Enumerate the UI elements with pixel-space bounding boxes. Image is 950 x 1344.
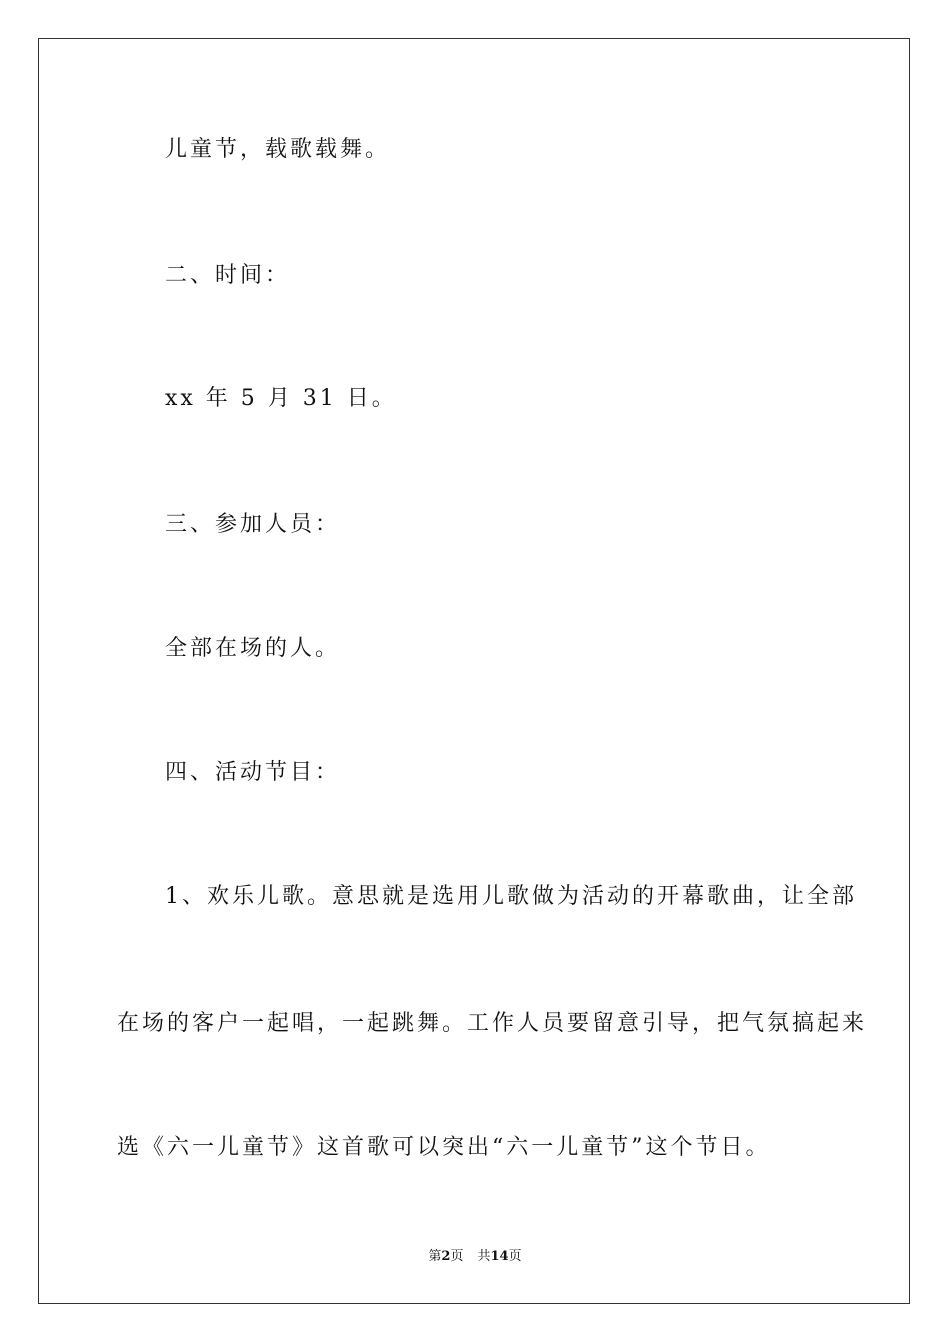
paragraph-program-line-2: 在场的客户一起唱，一起跳舞。工作人员要留意引导，把气氛搞起来 <box>117 1011 868 1036</box>
paragraph-date: xx 年 5 月 31 日。 <box>165 386 397 411</box>
paragraph-program-line-1: 1、欢乐儿歌。意思就是选用儿歌做为活动的开幕歌曲，让全部 <box>165 884 857 909</box>
section-heading-participants: 三、参加人员： <box>165 512 341 537</box>
section-heading-time: 二、时间： <box>165 263 291 288</box>
page-footer <box>0 1248 950 1266</box>
footer-total-prefix: 共 <box>477 1249 491 1264</box>
paragraph-participants: 全部在场的人。 <box>165 636 341 661</box>
paragraph-program-line-3: 选《六一儿童节》这首歌可以突出“六一儿童节”这个节日。 <box>117 1135 771 1160</box>
footer-total-suffix: 页 <box>508 1249 522 1264</box>
footer-current-page: 2 <box>441 1249 451 1264</box>
footer-total-pages: 14 <box>490 1249 509 1264</box>
footer-page-suffix: 页 <box>450 1249 464 1264</box>
section-heading-program: 四、活动节目： <box>165 760 341 785</box>
footer-page-prefix: 第 <box>428 1249 442 1264</box>
page-border <box>38 38 910 1304</box>
paragraph-line-1: 儿童节，载歌载舞。 <box>165 137 391 162</box>
